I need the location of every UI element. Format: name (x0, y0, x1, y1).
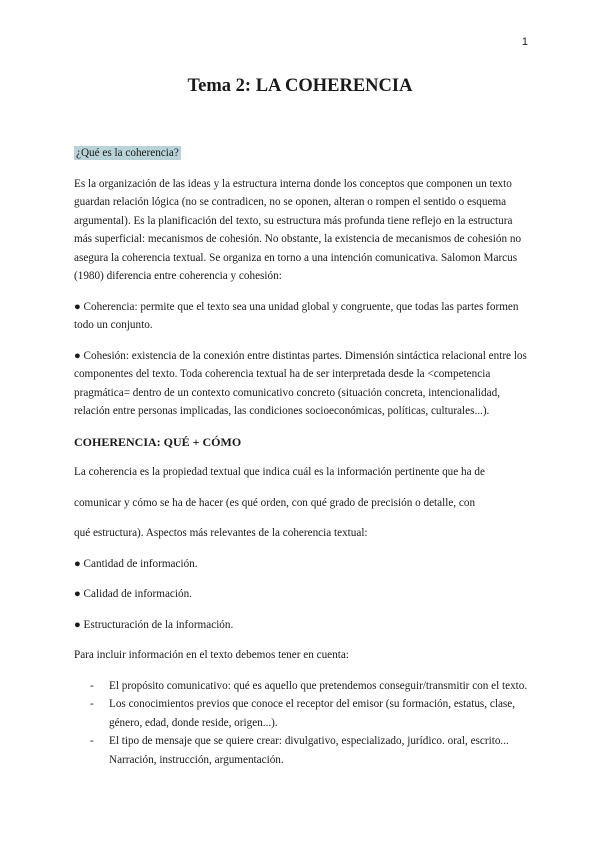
dash-marker: - (90, 679, 94, 692)
list-item (74, 732, 532, 769)
definition-paragraph: Es la organización de las ideas y la estructura interna donde los conceptos que componen un texto guardan relación lógica (no se contradicen, no se oponen, alteran o rompen el sentido o esquema argumental). Es la planificación del texto, su estructura más profunda tiene reflejo en la estructura más superficial: mecanismos de cohesión. No obstante, la existencia de mecanismos de cohesión no asegura la coherencia textual. Se organiza en torno a una intención comunicativa. Salomon Marcus (1980) diferencia entre coherencia y cohesión: (74, 177, 522, 282)
page-title: Tema 2: LA COHERENCIA (187, 76, 413, 96)
list-item (74, 695, 532, 732)
aspect-item: ● Estructuración de la información. (74, 618, 234, 631)
list-item (74, 677, 532, 696)
coherence-line-1: La coherencia es la propiedad textual que indica cuál es la información pertinente que ha de (74, 466, 485, 478)
list-item-text: El propósito comunicativo: qué es aquello que pretendemos conseguir/transmitir con el texto. (109, 679, 528, 692)
list-item-text: El tipo de mensaje que se quiere crear: divulgativo, especializado, jurídico. oral, escrito... Narración, instrucción, argumentación. (109, 735, 509, 766)
page-number: 1 (521, 36, 528, 48)
document-body (74, 144, 532, 769)
bullet-coherencia: ● Coherencia: permite que el texto sea una unidad global y congruente, que todas las partes formen todo un conjunto. (74, 300, 519, 331)
coherence-line-3: qué estructura). Aspectos más relevantes de la coherencia textual: (74, 527, 368, 539)
aspect-item: ● Calidad de información. (74, 588, 192, 600)
include-intro: Para incluir información en el texto debemos tener en cuenta: (74, 649, 349, 661)
considerations-list (74, 677, 532, 770)
list-item-text: Los conocimientos previos que conoce el receptor del emisor (su formación, estatus, clase, género, edad, donde reside, origen...). (109, 698, 516, 729)
aspect-item: ● Cantidad de información. (74, 557, 198, 570)
dash-marker: - (90, 735, 94, 747)
highlighted-question: ¿Qué es la coherencia? (76, 147, 179, 159)
question-heading (74, 144, 532, 163)
coherence-line-2: comunicar y cómo se ha de hacer (es qué orden, con qué grado de precisión o detalle, con (74, 496, 476, 509)
section-heading: COHERENCIA: QUÉ + CÓMO (74, 434, 242, 449)
bullet-cohesion: ● Cohesión: existencia de la conexión entre distintas partes. Dimensión sintáctica relacional entre los componentes del texto. Toda coherencia textual ha de ser interpretada desde la <competencia pragmática= dentro de un contexto comunicativo concreto (situación concreta, intencionalidad, relación entre personas implicadas, las condiciones socioeconómicas, políticas, culturales...). (74, 349, 527, 417)
dash-marker: - (90, 698, 94, 710)
